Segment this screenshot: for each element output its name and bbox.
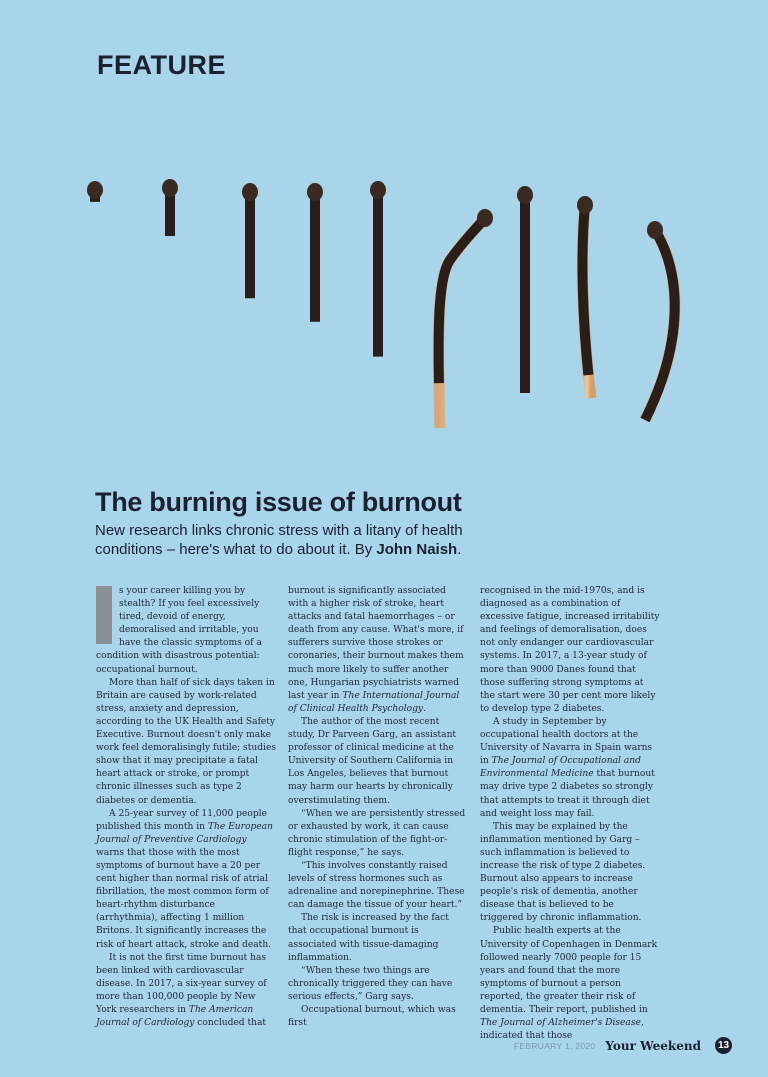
paragraph-text: warns that those with the most symptoms of burnout have a 20 per cent higher than normal risk of atrial fibrillation, the most common form of heart-rhythm disturbance (arrhythmia), affecting 1 million Britons. It significantly increases the risk of heart attack, stroke and death. <box>96 847 272 950</box>
paragraph-text: “When these two things are chronically triggered they can have serious effects,” Garg says. <box>288 965 453 1002</box>
article-paragraph <box>96 808 276 952</box>
article-column-2 <box>288 585 468 1030</box>
article-paragraph <box>480 821 660 926</box>
paragraph-text: burnout is significantly associated with a higher risk of stroke, heart attacks and fatal haemorrhages – or death from any cause. What's more, if sufferers survive those strokes or coronaries, their burnout makes them much more likely to suffer another one, Hungarian psychiatrists warned last year in <box>288 586 464 701</box>
issue-date: FEBRUARY 1, 2020 <box>513 1040 596 1051</box>
paragraph-text: Occupational burnout, which was first <box>288 1005 456 1029</box>
paragraph-text: , indicated that those <box>480 1018 644 1042</box>
page-number: 13 <box>715 1037 732 1054</box>
article-paragraph <box>288 585 468 716</box>
paragraph-text: . <box>423 703 426 714</box>
burnt-matches-photo <box>0 150 768 450</box>
match-head <box>307 183 323 201</box>
headline: The burning issue of burnout <box>95 487 462 517</box>
article-column-1 <box>96 585 276 1030</box>
article-paragraph <box>480 716 660 821</box>
article-paragraph <box>480 925 660 1043</box>
charred-section <box>439 218 485 428</box>
paragraph-text: More than half of sick days taken in Britain are caused by work-related stress, anxiety and depression, according to the UK Health and Safety Executive. Burnout doesn't only make work feel demoralisingly futile; studies show that it may precipitate a fatal heart attack or stroke, or prompt chronic illnesses such as type 2 diabetes or dementia. <box>96 677 276 806</box>
match-head <box>162 179 178 197</box>
paragraph-text: concluded that <box>194 1018 267 1029</box>
article-paragraph <box>288 1004 468 1030</box>
paragraph-text: A study in September by occupational health doctors at the University of Navarra in Spain warns in <box>480 716 653 767</box>
paragraph-text: “This involves constantly raised levels of stress hormones such as adrenaline and norepinephrine. These can damage the tissue of your heart.” <box>288 860 465 911</box>
article-paragraph <box>288 965 468 1004</box>
match-head <box>242 183 258 201</box>
article-paragraph <box>96 952 276 1031</box>
article-paragraph <box>480 585 660 716</box>
charred-section <box>583 205 591 398</box>
author-byline: John Naish <box>376 541 458 558</box>
match-head <box>370 181 386 199</box>
paragraph-text: It is not the first time burnout has been linked with cardiovascular disease. In 2017, a six-year survey of more than 100,000 people by New York researchers in <box>96 952 267 1015</box>
publication-title: The International Journal of Clinical Health Psychology <box>288 690 460 714</box>
article-paragraph <box>288 860 468 912</box>
article-paragraph <box>288 912 468 964</box>
paragraph-text: recognised in the mid-1970s, and is diagnosed as a combination of excessive fatigue, increased irritability and feelings of demoralisation, does not only endanger our cardiovascular systems. In 2017, a 13-year study of more than 9000 Danes found that those suffering strong symptoms at the start were 30 per cent more likely to develop type 2 diabetes. <box>480 586 660 714</box>
page-footer <box>514 1037 732 1054</box>
section-label: FEATURE <box>97 50 226 80</box>
publication-title: The Journal of Alzheimer's Disease <box>480 1018 641 1029</box>
match-head <box>577 196 593 214</box>
standfirst-end: . <box>457 541 462 558</box>
article-paragraph <box>288 808 468 860</box>
match-head <box>477 209 493 227</box>
article-paragraph <box>96 677 276 808</box>
paragraph-text: s your career killing you by stealth? If you feel excessively tired, devoid of energy, demoralised and irritable, you have the classic symptoms of a condition with disastrous potential: occupational burnout. <box>96 586 262 675</box>
publication-title: The American Journal of Cardiology <box>96 1005 254 1029</box>
article-column-3 <box>480 585 660 1043</box>
magazine-name: Your Weekend <box>605 1038 701 1053</box>
paragraph-text: The risk is increased by the fact that occupational burnout is associated with tissue-damaging inflammation. <box>288 913 449 963</box>
match-head <box>87 181 103 199</box>
paragraph-text: A 25-year survey of 11,000 people published this month in <box>96 808 267 832</box>
charred-section <box>645 230 675 420</box>
paragraph-text: Public health experts at the University of Copenhagen in Denmark followed nearly 7000 people for 15 years and found that the more symptoms of burnout a person reported, the greater their risk of dementia. Their report, published in <box>480 926 658 1015</box>
standfirst <box>95 521 515 559</box>
standfirst-text: New research links chronic stress with a litany of health conditions – here's what to do about it. By <box>95 522 463 558</box>
article-paragraph <box>96 585 276 677</box>
match-head <box>517 186 533 204</box>
drop-cap-i <box>96 586 112 644</box>
publication-title: The Journal of Occupational and Environmental Medicine <box>480 756 641 780</box>
paragraph-text: “When we are persistently stressed or exhausted by work, it can cause chronic stimulation of the fight-or-flight response,” he says. <box>288 808 466 858</box>
publication-title: The European Journal of Preventive Cardiology <box>96 821 273 845</box>
paragraph-text: The author of the most recent study, Dr Parveen Garg, an assistant professor of clinical medicine at the University of Southern California in Los Angeles, believes that burnout may harm our hearts by chronically overstimulating them. <box>288 716 457 806</box>
match-head <box>647 221 663 239</box>
paragraph-text: that burnout may drive type 2 diabetes so strongly that attempts to treat it through diet and weight loss may fail. <box>480 769 655 819</box>
paragraph-text: This may be explained by the inflammation mentioned by Garg – such inflammation is believed to increase the risk of type 2 diabetes. Burnout also appears to increase people's risk of dementia, another disease that is believed to be triggered by chronic inflammation. <box>480 821 646 924</box>
article-paragraph <box>288 716 468 808</box>
